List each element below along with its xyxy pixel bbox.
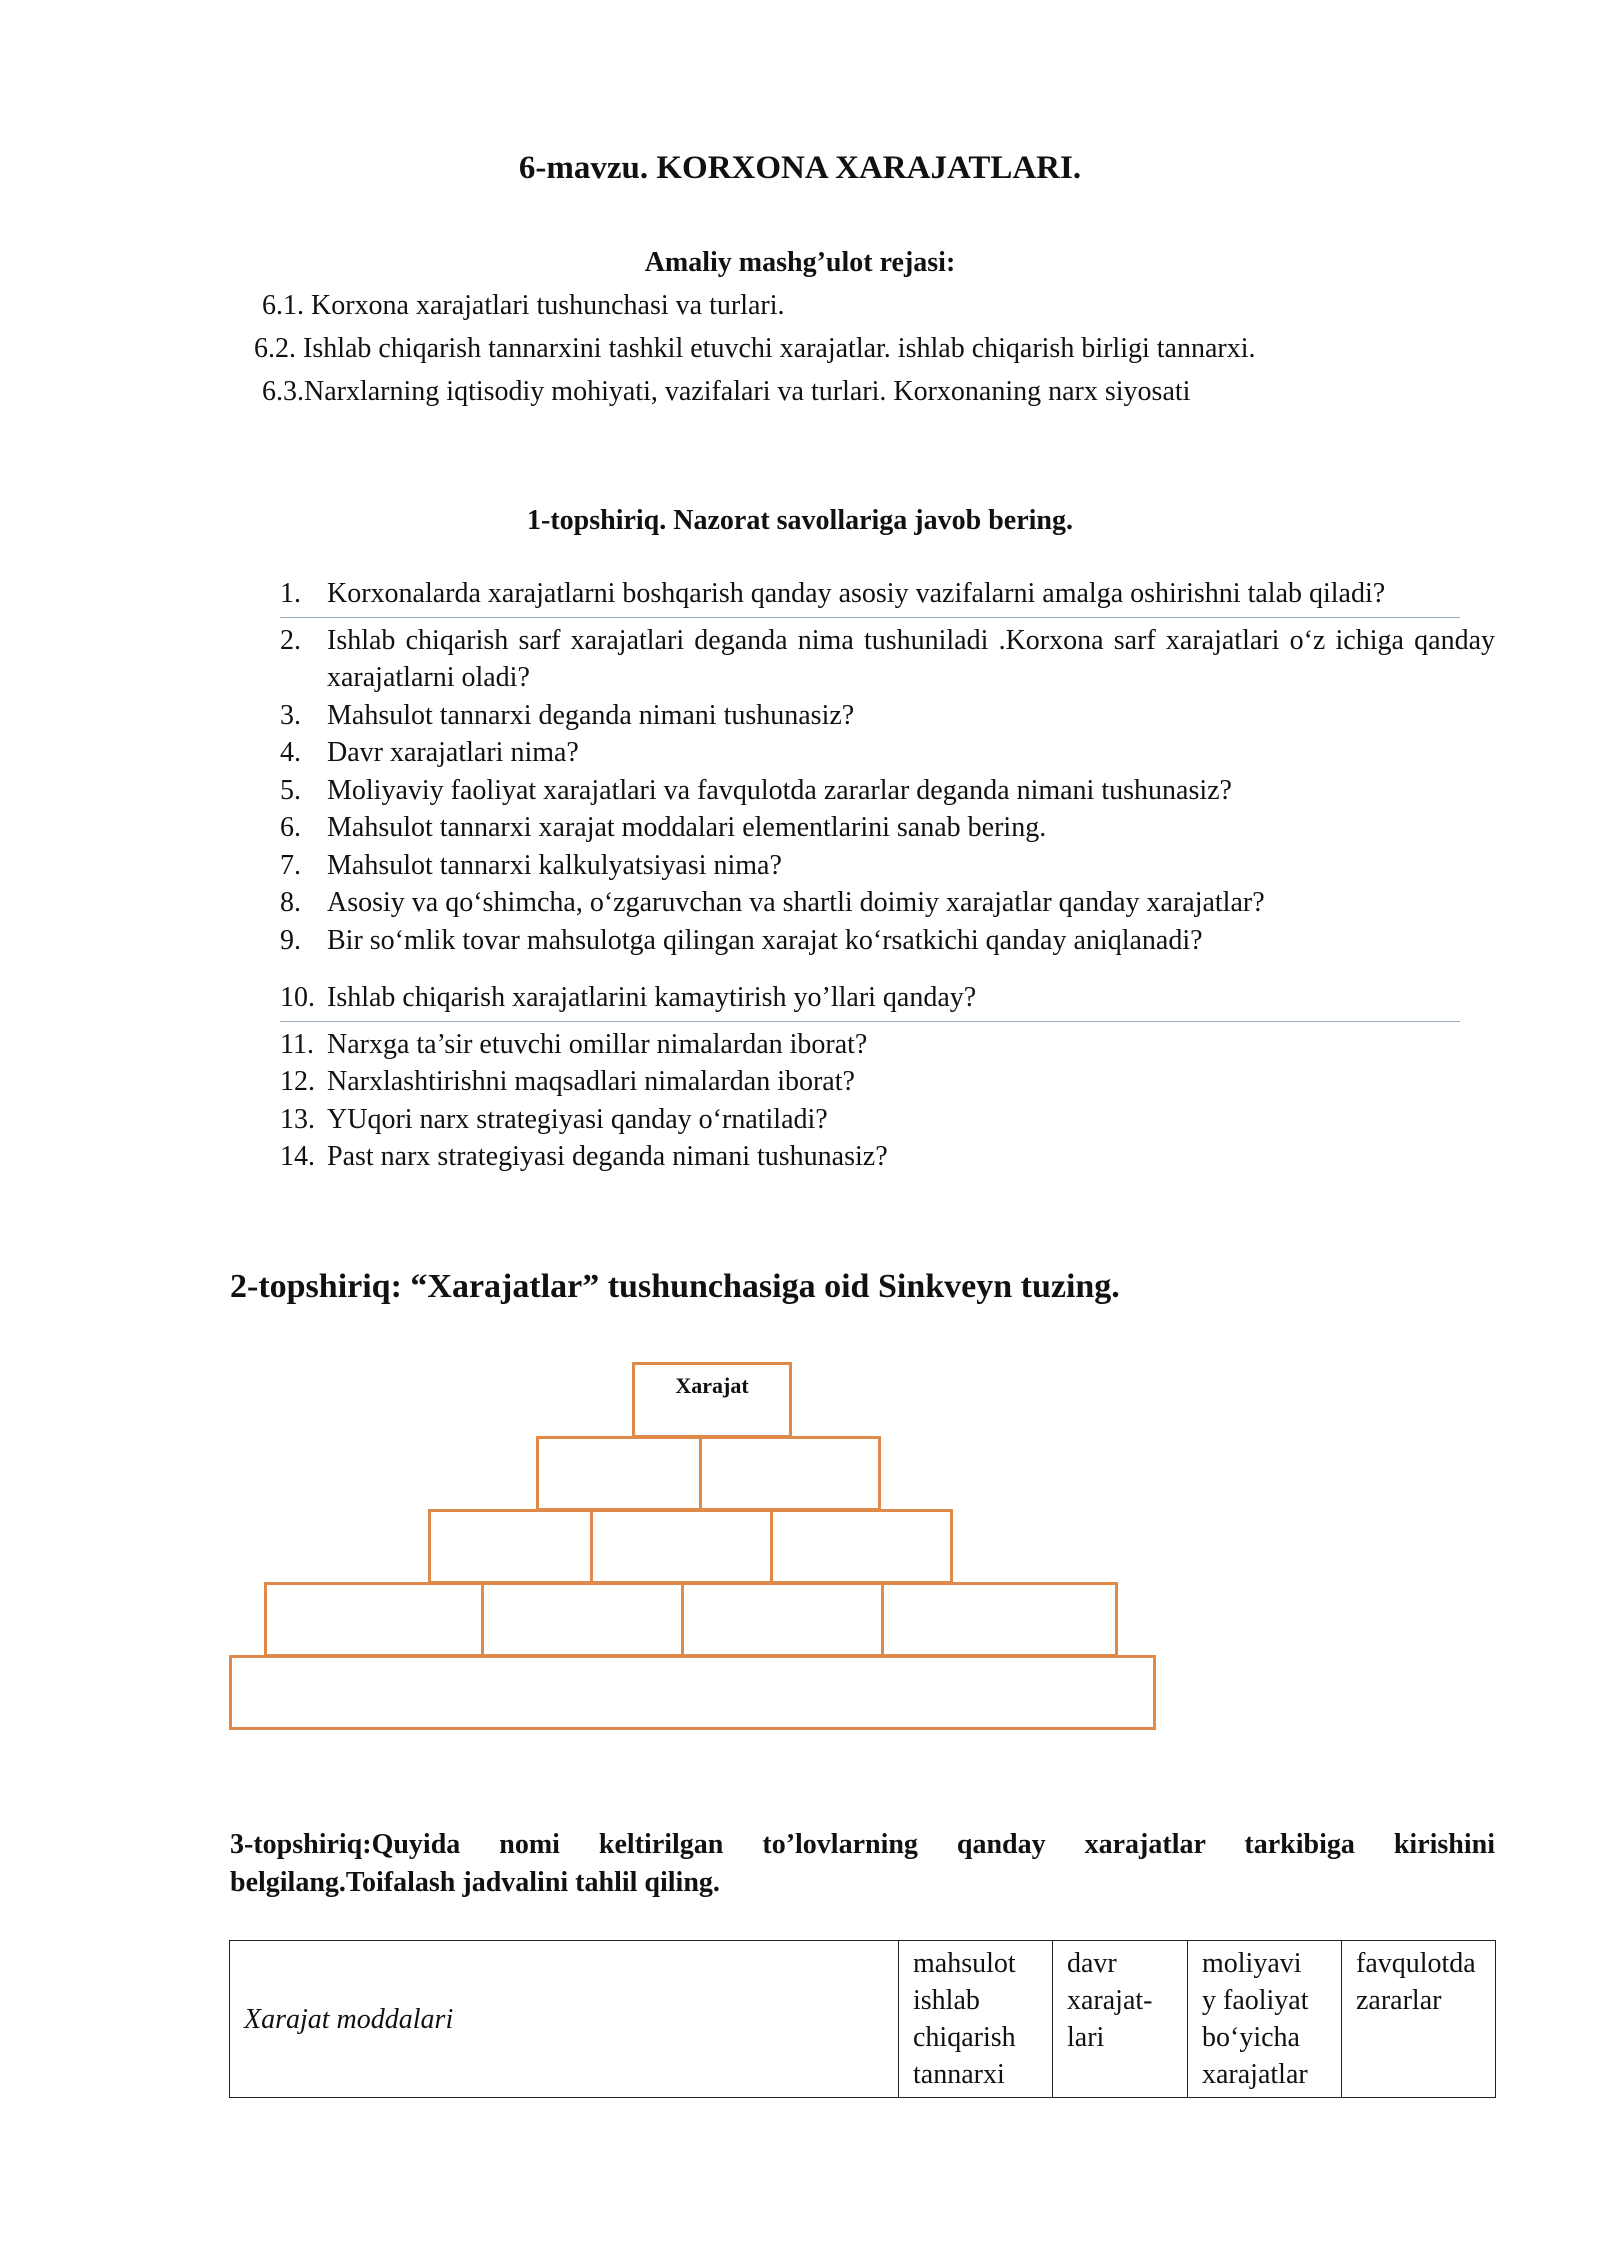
header-line: tannarxi (913, 2059, 1005, 2090)
question-text: Korxonalarda xarajatlarni boshqarish qanday asosiy vazifalarni amalga oshirishni talab qiladi? (327, 578, 1386, 609)
header-line: y faoliyat (1202, 1985, 1309, 2016)
plan-heading: Amaliy mashg’ulot rejasi: (644, 247, 956, 278)
pyramid-brick[interactable] (428, 1509, 593, 1584)
header-line: mahsulot (913, 1948, 1016, 1979)
question-text: Ishlab chiqarish sarf xarajatlari deganda nima tushuniladi .Korxona sarf xarajatlari o‘z ichiga qanday xarajatlarni oladi? (327, 624, 1495, 693)
question-text: Mahsulot tannarxi xarajat moddalari elementlarini sanab bering. (327, 812, 1047, 843)
header-line: lari (1067, 2022, 1105, 2053)
plan-item-3: 6.3.Narxlarning iqtisodiy mohiyati, vazifalari va turlari. Korxonaning narx siyosati (262, 376, 1191, 407)
question-item (280, 1101, 1495, 1139)
pyramid-brick[interactable] (881, 1582, 1118, 1657)
plan-item-1: 6.1. Korxona xarajatlari tushunchasi va turlari. (262, 290, 785, 321)
question-text: Ishlab chiqarish xarajatlarini kamaytirish yo’llari qanday? (327, 982, 977, 1013)
question-item (280, 809, 1495, 847)
question-number: 5. (280, 774, 301, 806)
task1-heading: 1-topshiriq. Nazorat savollariga javob bering. (527, 505, 1073, 536)
plan-item-2: 6.2. Ishlab chiqarish tannarxini tashkil etuvchi xarajatlar. ishlab chiqarish birligi tannarxi. (254, 333, 1256, 364)
question-item (280, 1138, 1495, 1176)
pyramid-brick[interactable] (770, 1509, 953, 1584)
table-header-row (230, 1941, 1496, 2098)
pyramid-brick[interactable] (536, 1436, 702, 1511)
question-text: Asosiy va qo‘shimcha, o‘zgaruvchan va shartli doimiy xarajatlar qanday xarajatlar? (327, 887, 1265, 918)
header-line: ishlab (913, 1985, 980, 2016)
question-text: Moliyaviy faoliyat xarajatlari va favqulotda zararlar deganda nimani tushunasiz? (327, 774, 1232, 806)
question-item (280, 622, 1495, 697)
separator-line (280, 1021, 1460, 1022)
question-item (280, 847, 1495, 885)
page-title: 6-mavzu. KORXONA XARAJATLARI. (518, 150, 1082, 186)
header-line: favqulotda (1356, 1948, 1476, 1979)
question-number: 12. (280, 1066, 315, 1097)
question-number: 8. (280, 887, 301, 918)
question-number: 1. (280, 578, 301, 609)
header-line: moliyavi (1202, 1948, 1302, 1979)
question-text: Narxga ta’sir etuvchi omillar nimalardan iborat? (327, 1028, 868, 1060)
pyramid-brick[interactable] (481, 1582, 684, 1657)
question-number: 3. (280, 699, 301, 731)
question-number: 9. (280, 924, 301, 956)
question-number: 7. (280, 849, 301, 881)
pyramid-brick[interactable] (590, 1509, 773, 1584)
header-line: bo‘yicha (1202, 2022, 1300, 2053)
question-number: 2. (280, 624, 301, 656)
header-line: xarajat- (1067, 1985, 1153, 2016)
question-item (280, 734, 1495, 772)
header-line: xarajatlar (1202, 2059, 1308, 2090)
question-text: Past narx strategiyasi deganda nimani tushunasiz? (327, 1141, 888, 1172)
question-item (280, 979, 1495, 1017)
question-item (280, 922, 1495, 960)
question-item (280, 772, 1495, 810)
question-item (280, 1026, 1495, 1064)
pyramid-brick[interactable] (681, 1582, 884, 1657)
question-item (280, 697, 1495, 735)
separator-line (280, 617, 1460, 618)
question-text: YUqori narx strategiyasi qanday o‘rnatiladi? (327, 1103, 828, 1135)
pyramid-base-brick[interactable] (229, 1655, 1156, 1730)
question-text: Bir so‘mlik tovar mahsulotga qilingan xarajat ko‘rsatkichi qanday aniqlanadi? (327, 924, 1203, 956)
question-number: 11. (280, 1028, 314, 1060)
spacer (280, 959, 1495, 979)
question-number: 4. (280, 737, 301, 768)
question-text: Mahsulot tannarxi deganda nimani tushunasiz? (327, 699, 855, 731)
question-item (280, 884, 1495, 922)
header-line: chiqarish (913, 2022, 1016, 2053)
table-header-cell (1342, 1941, 1496, 2098)
task3-heading: 3-topshiriq:Quyida nomi keltirilgan to’lovlarning qanday xarajatlar tarkibiga kirishini belgilang.Toifalash jadvalini tahlil qiling. (230, 1829, 1495, 1898)
task2-heading: 2-topshiriq: “Xarajatlar” tushunchasiga oid Sinkveyn tuzing. (230, 1268, 1120, 1305)
question-number: 6. (280, 812, 301, 843)
question-item (280, 1063, 1495, 1101)
question-text: Mahsulot tannarxi kalkulyatsiyasi nima? (327, 849, 782, 881)
question-list (280, 575, 1495, 1176)
pyramid-top-brick: Xarajat (632, 1362, 792, 1438)
classification-table (229, 1940, 1496, 2098)
table-header-cell (1053, 1941, 1188, 2098)
table-header-cell (1188, 1941, 1342, 2098)
question-number: 10. (280, 982, 315, 1013)
question-text: Narxlashtirishni maqsadlari nimalardan iborat? (327, 1066, 855, 1097)
header-line: zararlar (1356, 1985, 1442, 2016)
question-number: 13. (280, 1103, 315, 1135)
table-header-cell: Xarajat moddalari (230, 1941, 899, 2098)
header-line: davr (1067, 1948, 1117, 1979)
question-item (280, 575, 1495, 613)
table-header-cell (899, 1941, 1053, 2098)
pyramid-brick[interactable] (264, 1582, 484, 1657)
question-text: Davr xarajatlari nima? (327, 737, 579, 768)
pyramid-brick[interactable] (699, 1436, 881, 1511)
question-number: 14. (280, 1141, 315, 1172)
